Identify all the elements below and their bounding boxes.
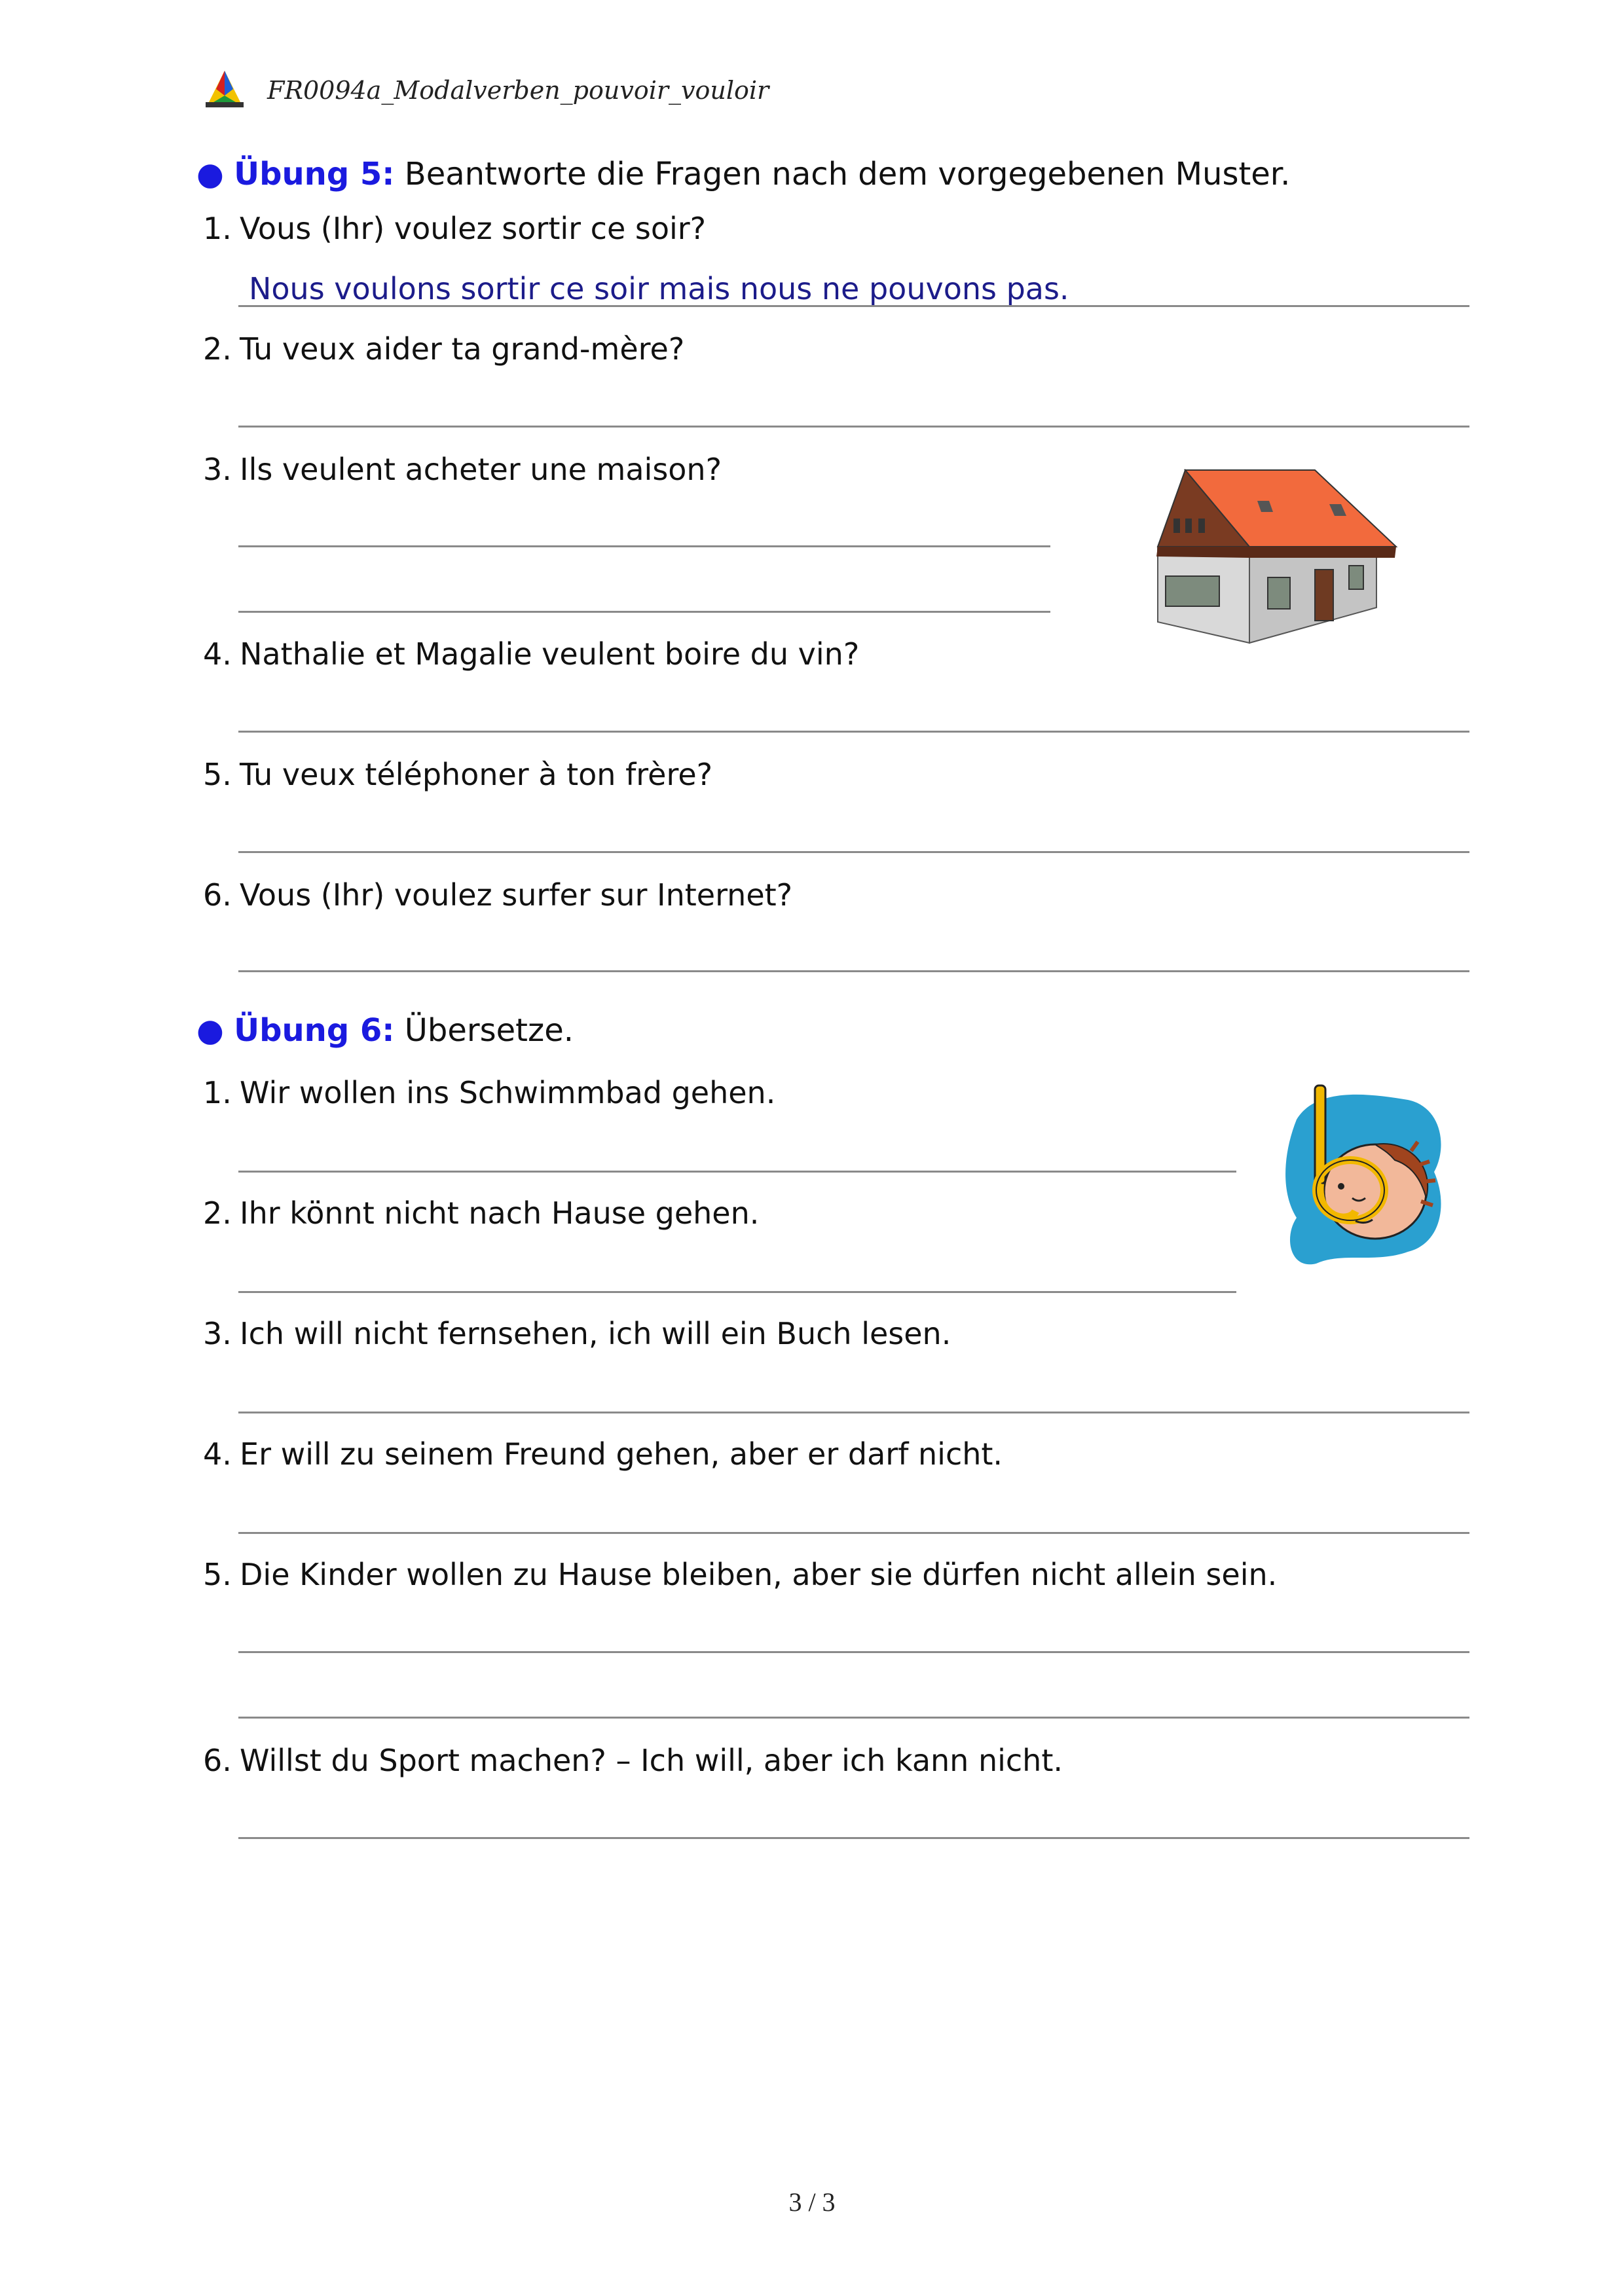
- question-number: 3.: [203, 1316, 232, 1351]
- bullet: ●: [196, 156, 224, 192]
- exercise-5-question-1: [203, 211, 706, 246]
- question-number: 3.: [203, 452, 232, 487]
- question-number: 5.: [203, 757, 232, 792]
- question-number: 2.: [203, 331, 232, 367]
- exercise-5-question-4: [203, 636, 859, 672]
- question-number: 1.: [203, 211, 232, 246]
- answer-line[interactable]: [238, 851, 1469, 853]
- exercise-5-sample-answer: Nous voulons sortir ce soir mais nous ne pouvons pas.: [249, 271, 1069, 306]
- document-title: FR0094a_Modalverben_pouvoir_vouloir: [267, 76, 769, 105]
- answer-line[interactable]: [238, 970, 1469, 972]
- answer-line[interactable]: [238, 611, 1050, 613]
- exercise-5-question-3: [203, 452, 722, 487]
- answer-line[interactable]: [238, 731, 1469, 733]
- exercise-6-question-2: [203, 1195, 759, 1231]
- exercise-5-question-6: [203, 877, 792, 913]
- question-text: Tu veux aider ta grand-mère?: [240, 331, 685, 367]
- answer-line[interactable]: [238, 1412, 1469, 1413]
- answer-line[interactable]: [238, 1837, 1469, 1839]
- snorkel-diver-icon: [1277, 1074, 1454, 1270]
- question-text: Ihr könnt nicht nach Hause gehen.: [240, 1195, 760, 1231]
- answer-line[interactable]: [238, 1291, 1236, 1293]
- question-text: Ils veulent acheter une maison?: [240, 452, 722, 487]
- question-text: Nathalie et Magalie veulent boire du vin?: [240, 636, 860, 672]
- answer-line[interactable]: [238, 1532, 1469, 1534]
- question-text: Vous (Ihr) voulez surfer sur Internet?: [240, 877, 793, 913]
- logo-icon: [204, 69, 245, 109]
- question-number: 6.: [203, 877, 232, 913]
- question-number: 6.: [203, 1743, 232, 1778]
- question-text: Ich will nicht fernsehen, ich will ein Buch lesen.: [240, 1316, 951, 1351]
- answer-line[interactable]: [238, 1651, 1469, 1653]
- answer-line[interactable]: [238, 426, 1469, 428]
- question-number: 2.: [203, 1195, 232, 1231]
- exercise-6-question-1: [203, 1075, 775, 1110]
- question-text: Wir wollen ins Schwimmbad gehen.: [240, 1075, 776, 1110]
- question-text: Willst du Sport machen? – Ich will, aber ich kann nicht.: [240, 1743, 1063, 1778]
- question-text: Tu veux téléphoner à ton frère?: [240, 757, 713, 792]
- question-number: 4.: [203, 636, 232, 672]
- exercise-5-question-5: [203, 757, 712, 792]
- page-number: 3 / 3: [788, 2187, 836, 2217]
- exercise-6-heading: [196, 1012, 574, 1049]
- exercise-6-question-6: [203, 1743, 1063, 1778]
- exercise-6-question-4: [203, 1436, 1003, 1472]
- answer-line[interactable]: [238, 305, 1469, 307]
- exercise-6-question-5: [203, 1557, 1277, 1592]
- question-text: Er will zu seinem Freund gehen, aber er darf nicht.: [240, 1436, 1003, 1472]
- house-icon: [1139, 465, 1401, 648]
- exercise-5-instruction: Beantworte die Fragen nach dem vorgegebenen Muster.: [404, 156, 1291, 192]
- exercise-6-instruction: Übersetze.: [404, 1012, 574, 1049]
- answer-line[interactable]: [238, 1717, 1469, 1719]
- question-number: 4.: [203, 1436, 232, 1472]
- exercise-6-label: Übung 6:: [234, 1012, 395, 1049]
- exercise-5-label: Übung 5:: [234, 156, 395, 192]
- exercise-5-heading: [196, 156, 1290, 192]
- bullet: ●: [196, 1012, 224, 1049]
- answer-line[interactable]: [238, 1171, 1236, 1173]
- question-text: Vous (Ihr) voulez sortir ce soir?: [240, 211, 707, 246]
- exercise-6-question-3: [203, 1316, 951, 1351]
- exercise-5-question-2: [203, 331, 684, 367]
- question-number: 1.: [203, 1075, 232, 1110]
- question-text: Die Kinder wollen zu Hause bleiben, aber sie dürfen nicht allein sein.: [240, 1557, 1278, 1592]
- question-number: 5.: [203, 1557, 232, 1592]
- answer-line[interactable]: [238, 545, 1050, 547]
